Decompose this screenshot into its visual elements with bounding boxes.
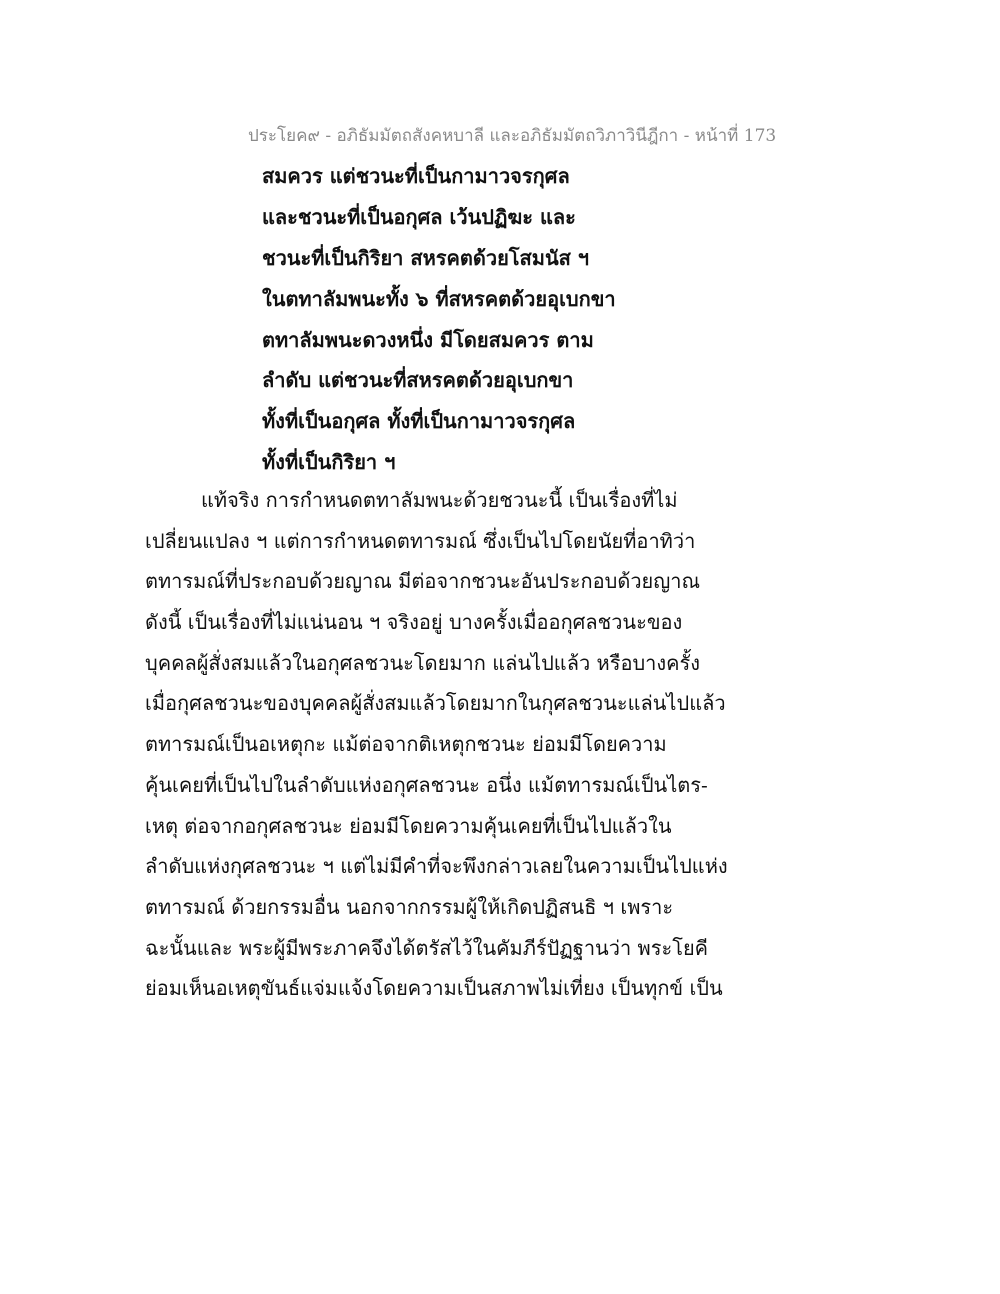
verse-block [262,156,742,483]
verse-line: ในตทาลัมพนะทั้ง ๖ ที่สหรคตด้วยอุเบกขา [262,286,616,311]
prose-line: ลำดับแห่งกุศลชวนะ ฯ แต่ไม่มีคำที่จะพึงกล่าวเลยในความเป็นไปแห่ง [145,854,728,879]
verse-line: ทั้งที่เป็นอกุศล ทั้งที่เป็นกามาวจรกุศล [262,409,576,434]
verse-line: ตทาลัมพนะดวงหนึ่ง มีโดยสมควร ตาม [262,327,594,352]
verse-line: ทั้งที่เป็นกิริยา ฯ [262,450,396,475]
prose-line: บุคคลผู้สั่งสมแล้วในอกุศลชวนะโดยมาก แล่นไปแล้ว หรือบางครั้ง [145,650,701,675]
prose-line: ตทารมณ์ที่ประกอบด้วยญาณ มีต่อจากชวนะอันประกอบด้วยญาณ [145,569,701,594]
prose-paragraph [145,480,865,1009]
prose-line: คุ้นเคยที่เป็นไปในลำดับแห่งอกุศลชวนะ อนึ่ง แม้ตทารมณ์เป็นไตร- [145,772,708,797]
prose-line: เมื่อกุศลชวนะของบุคคลผู้สั่งสมแล้วโดยมากในกุศลชวนะแล่นไปแล้ว [145,691,726,716]
prose-line: ตทารมณ์เป็นอเหตุกะ แม้ต่อจากติเหตุกชวนะ ย่อมมีโดยความ [145,732,667,757]
prose-line: ดังนี้ เป็นเรื่องที่ไม่แน่นอน ฯ จริงอยู่ บางครั้งเมื่ออกุศลชวนะของ [145,610,683,635]
prose-line: ย่อมเห็นอเหตุขันธ์แจ่มแจ้งโดยความเป็นสภาพไม่เที่ยง เป็นทุกข์ เป็น [145,976,723,1001]
prose-line: ตทารมณ์ ด้วยกรรมอื่น นอกจากกรรมผู้ให้เกิดปฏิสนธิ ฯ เพราะ [145,894,674,919]
verse-line: ลำดับ แต่ชวนะที่สหรคตด้วยอุเบกขา [262,368,574,393]
running-header: ประโยค๙ - อภิธัมมัตถสังคหบาลี และอภิธัมมัตถวิภาวินีฎีกา - หน้าที่ 173 [248,126,777,146]
prose-line: เหตุ ต่อจากอกุศลชวนะ ย่อมมีโดยความคุ้นเคยที่เป็นไปแล้วใน [145,813,672,838]
verse-line: ชวนะที่เป็นกิริยา สหรคตด้วยโสมนัส ฯ [262,245,590,270]
verse-line: สมควร แต่ชวนะที่เป็นกามาวจรกุศล [262,164,570,188]
prose-line: เปลี่ยนแปลง ฯ แต่การกำหนดตทารมณ์ ซึ่งเป็นไปโดยนัยที่อาทิว่า [145,528,696,553]
verse-line: และชวนะที่เป็นอกุศล เว้นปฏิฆะ และ [262,204,576,229]
prose-line: แท้จริง การกำหนดตทาลัมพนะด้วยชวนะนี้ เป็นเรื่องที่ไม่ [201,488,678,512]
prose-line: ฉะนั้นและ พระผู้มีพระภาคจึงได้ตรัสไว้ในคัมภีร์ปัฏฐานว่า พระโยคี [145,935,709,960]
